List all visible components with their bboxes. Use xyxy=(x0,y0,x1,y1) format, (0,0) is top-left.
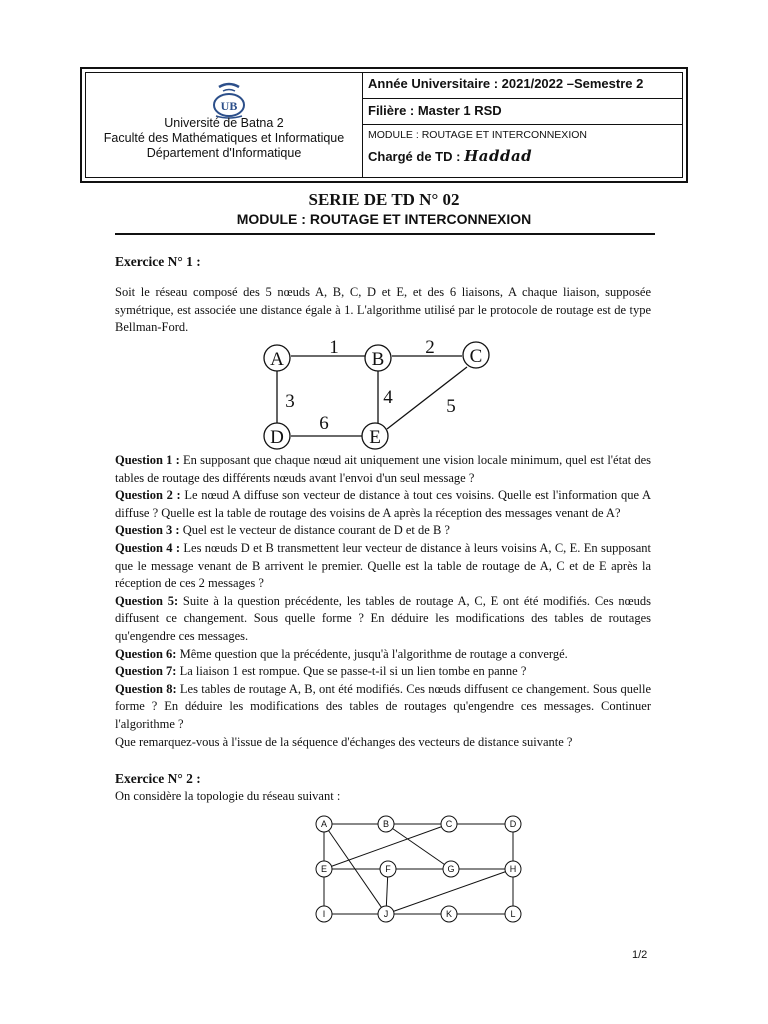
edge-label: 4 xyxy=(383,387,393,408)
faculty-name: Faculté des Mathématiques et Informatique xyxy=(103,131,345,145)
header-inner-frame xyxy=(85,72,683,178)
question-text: La liaison 1 est rompue. Que se passe-t-il si un lien tombe en panne ? xyxy=(176,664,527,679)
node-label: F xyxy=(385,864,391,874)
node-label: E xyxy=(369,427,381,448)
node-label: E xyxy=(320,864,328,874)
edge-label: 6 xyxy=(319,413,329,434)
academic-year: Année Universitaire : 2021/2022 –Semestre 2 xyxy=(368,76,644,91)
department-name: Département d'Informatique xyxy=(146,146,302,160)
node-label: C xyxy=(469,346,483,367)
node-label: H xyxy=(509,864,517,874)
question-text: Même question que la précédente, jusqu'à l'algorithme de routage a convergé. xyxy=(176,646,568,661)
question-text: Les nœuds D et B transmettent leur vecteur de distance à leurs voisins A, C, E. En supposant que le message venant de B arrivent le premier. Quelle est la table de routage de A, C et de E après la réception de ces 2 messages ? xyxy=(115,540,652,591)
question-text: Les tables de routage A, B, ont été modifiés. Ces nœuds diffusent ce changement. Sous quelle forme ? En déduire les modifications des tables de routages qu'engendre ces messages. Continuer l'algorithme ? xyxy=(115,681,651,731)
node-label: J xyxy=(383,909,389,919)
question-label: Question 8: xyxy=(115,681,177,696)
exercise-2-intro: On considère la topologie du réseau suivant : xyxy=(115,789,341,803)
node-label: D xyxy=(270,427,284,448)
page-number: 1/2 xyxy=(632,949,648,961)
institution-block xyxy=(86,116,362,161)
node-label: K xyxy=(445,909,453,919)
node-label: G xyxy=(447,864,455,874)
question-label: Question 4 : xyxy=(115,540,181,555)
university-name: Université de Batna 2 xyxy=(164,116,284,130)
exercise-2-heading: Exercice N° 2 : xyxy=(115,771,201,786)
node-label: B xyxy=(382,819,390,829)
question-label: Question 3 : xyxy=(115,523,180,538)
header-institution-cell xyxy=(86,73,363,177)
question-item xyxy=(115,646,651,664)
module-value: : ROUTAGE ET INTERCONNEXION xyxy=(412,129,587,141)
node-label: A xyxy=(320,819,328,829)
title-divider xyxy=(115,233,655,235)
question-label: Question 5: xyxy=(115,593,179,608)
page-subtitle: MODULE : ROUTAGE ET INTERCONNEXION xyxy=(236,211,532,227)
exercise-2-network-graph xyxy=(300,812,530,927)
question-text: Quel est le vecteur de distance courant de D et de B ? xyxy=(179,523,450,538)
question-text: Le nœud A diffuse son vecteur de distance à tout ces voisins. Quelle est l'information que A diffuse ? Quelle est la table de routage des voisins de A après la réception des messages venant de A? xyxy=(115,488,652,520)
edge-label: 1 xyxy=(329,337,339,358)
svg-text:UB: UB xyxy=(220,99,238,113)
question-text: Suite à la question précédente, les tables de routage A, C, E ont été modifiés. Ces nœuds diffusent ce changement. Sous quelle forme ? En déduire les modifications des tables de routages qu'engendre ces messages. xyxy=(115,593,651,643)
module-line xyxy=(368,129,587,141)
question-item xyxy=(115,593,651,646)
question-label: Question 2 : xyxy=(115,488,181,503)
node-label: A xyxy=(270,349,284,370)
university-logo-icon xyxy=(209,79,249,121)
edge-label: 5 xyxy=(446,396,456,417)
question-label: Question 1 : xyxy=(115,453,180,467)
question-item xyxy=(115,540,651,593)
page-title: SERIE DE TD N° 02 xyxy=(308,190,460,209)
charge-label: Chargé de TD : xyxy=(368,149,465,164)
edge-label: 3 xyxy=(285,391,295,412)
question-text: En supposant que chaque nœud ait uniquement une vision locale minimum, quel est l'état des tables de routage des différents nœuds avant l'envoi d'un seul message ? xyxy=(115,453,651,485)
question-item xyxy=(115,487,651,522)
question-item xyxy=(115,452,651,487)
header-info-cell xyxy=(362,73,682,177)
instructor-signature: Haddad xyxy=(464,147,533,165)
filiere: Filière : Master 1 RSD xyxy=(368,103,502,118)
node-label: C xyxy=(445,819,453,829)
exercise-1-network-graph xyxy=(255,337,495,455)
header-divider xyxy=(362,98,682,99)
node-label: I xyxy=(322,909,326,919)
node-label: L xyxy=(510,909,516,919)
node-label: D xyxy=(509,819,517,829)
question-item xyxy=(115,663,651,681)
question-label: Question 7: xyxy=(115,664,177,679)
td-instructor xyxy=(368,147,532,165)
header-box xyxy=(80,67,688,183)
exercise-1-intro: Soit le réseau composé des 5 nœuds A, B, C, D et E, et des 6 liaisons, A chaque liaison, supposée symétrique, est associée une distance égale à 1. L'algorithme utilisé par le protocole de routage est de type Bellman-Ford. xyxy=(115,285,651,335)
question-item xyxy=(115,522,651,540)
question-item xyxy=(115,681,651,734)
exercise-1-heading: Exercice N° 1 : xyxy=(115,254,201,269)
node-label: B xyxy=(371,349,385,370)
closing-question: Que remarquez-vous à l'issue de la séquence d'échanges des vecteurs de distance suivante ? xyxy=(115,734,573,749)
edge-label: 2 xyxy=(425,337,435,358)
header-divider xyxy=(362,124,682,125)
module-label: MODULE xyxy=(368,129,413,141)
graph-edge xyxy=(386,824,451,869)
question-label: Question 6: xyxy=(115,646,177,661)
exercise-1-questions xyxy=(115,452,651,751)
